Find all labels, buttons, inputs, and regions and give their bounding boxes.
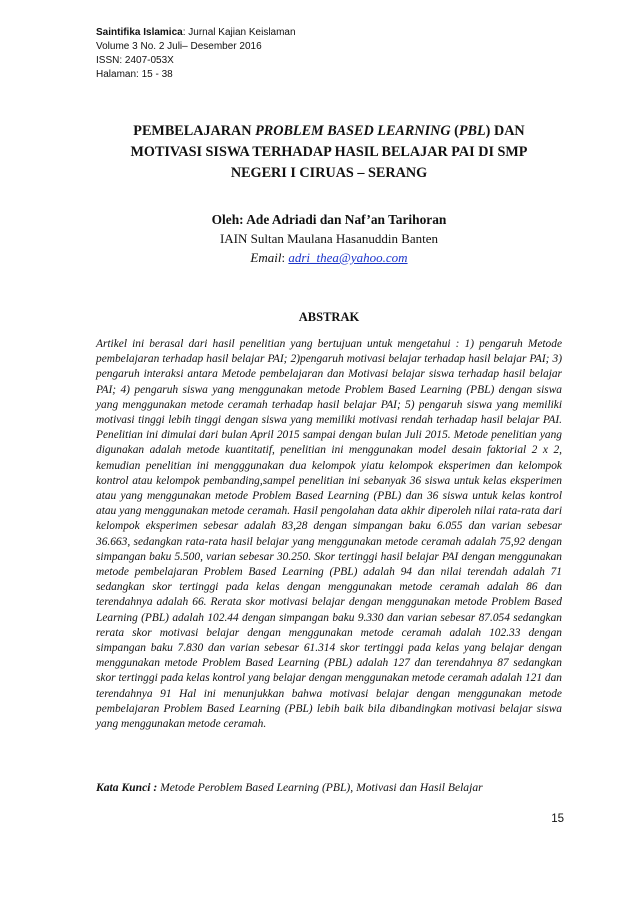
page-number: 15 [551, 813, 564, 825]
keywords-text: Metode Peroblem Based Learning (PBL), Motivasi dan Hasil Belajar [157, 781, 483, 794]
journal-pages: Halaman: 15 - 38 [96, 69, 173, 80]
title-line-2: MOTIVASI SISWA TERHADAP HASIL BELAJAR PAI DI SMP [130, 144, 528, 160]
email-separator: : [281, 250, 289, 265]
author-email-line [96, 248, 562, 267]
journal-subtitle: : Jurnal Kajian Keislaman [182, 27, 296, 38]
title-line-1 [96, 121, 562, 142]
title-paren-open: ( [450, 123, 459, 139]
abstract-heading: ABSTRAK [298, 310, 360, 324]
title-italic-term: PROBLEM BASED LEARNING [255, 123, 451, 139]
journal-name-line [96, 26, 296, 40]
title-line-3: NEGERI I CIRUAS – SERANG [230, 165, 428, 181]
author-affiliation: IAIN Sultan Maulana Hasanuddin Banten [219, 231, 439, 246]
journal-issn: ISSN: 2407-053X [96, 55, 174, 66]
author-block [96, 210, 562, 267]
keywords-line [96, 780, 562, 796]
journal-volume: Volume 3 No. 2 Juli– Desember 2016 [96, 41, 262, 52]
title-prefix: PEMBELAJARAN [133, 123, 256, 139]
journal-name: Saintifika Islamica [96, 27, 183, 38]
keywords-label: Kata Kunci : [96, 781, 158, 794]
title-abbr: PBL [458, 123, 486, 139]
title-suffix: ) DAN [485, 123, 525, 139]
abstract-body: Artikel ini berasal dari hasil penelitian yang bertujuan untuk mengetahui : 1) pengaruh Metode pembelajaran terhadap hasil belajar PAI; 2)pengaruh motivasi belajar terhadap hasil belajar PAI; 3) pengaruh interaksi antara Metode pembelajaran dan Motivasi belajar siswa terhadap hasil belajar PAI; 4) pengaruh siswa yang menggunakan metode Problem Based Learning (PBL) dengan siswa yang menggunakan metode ceramah terhadap hasil belajar PAI; 5) pengaruh siswa yang memiliki motivasi tinggi lebih tinggi dengan siswa yang memiliki motivasi rendah terhadap hasil belajar PAI. Penelitian ini dimulai dari bulan April 2015 sampai dengan bulan Juli 2015. Metode penelitian yang digunakan adalah metode kuantitatif, penelitian ini menggunakan model desain faktorial 2 x 2, kemudian penelitian ini mengggunakan dua kelompok yiatu kelompok eksperimen dan kelompok kontrol atau kelompok pembanding,sampel penelitian ini sebanyak 36 siswa untuk kelas eksperimen atau yang menggunakan metode Problem Based Learning (PBL) dan 36 siswa untuk kelas kontrol atau yang menggunakan metode ceramah. Hasil pengolahan data akhir diperoleh nilai rata-rata dari kelompok eksperimen sebesar adalah 83,28 dengan simpangan baku 6.055 dan varian sebesar 36.663, sedangkan rata-rata hasil belajar yang menggunakan metode ceramah adalah 75,92 dengan simpangan baku 5.500, varian sebesar 30.250. Skor tertinggi hasil belajar PAI dengan menggunakan metode pembelajaran Problem Based Learning (PBL) adalah 94 dan nilai terendah adalah 71 sedangkan skor tertinggi pada kelas dengan menggunakan metode ceramah adalah 86 dan terendahnya adalah 66. Rerata skor motivasi belajar dengan menggunakan metode Problem Based Learning (PBL) adalah 102.44 dengan simpangan baku 9.330 dan varian sebesar 87.054 sedangkan rerata skor motivasi belajar dengan menggunakan metode ceramah adalah 102.33 dengan simpangan baku 7.830 dan varian sebesar 61.314 skor tertinggi pada kelas yang belajar dengan menggunakan metode Problem Based Learning (PBL) adalah 127 dan terendahnya 87 sedangkan skor tertinggi pada kelas kontrol yang belajar dengan menggunakan metode ceramah adalah 121 dan terendahnya 91 Hal ini menunjukkan bahwa motivasi belajar dengan menggunakan metode pembelajaran Problem Based Learning (PBL) lebih baik bila dibandingkan motivasi belajar siswa yang menggunakan metode ceramah. [96, 338, 562, 731]
email-link[interactable]: adri_thea@yahoo.com [288, 250, 408, 265]
journal-header [96, 26, 296, 82]
author-names: Oleh: Ade Adriadi dan Naf’an Tarihoran [211, 212, 447, 227]
email-label: Email [250, 250, 282, 265]
paper-title [96, 121, 562, 184]
